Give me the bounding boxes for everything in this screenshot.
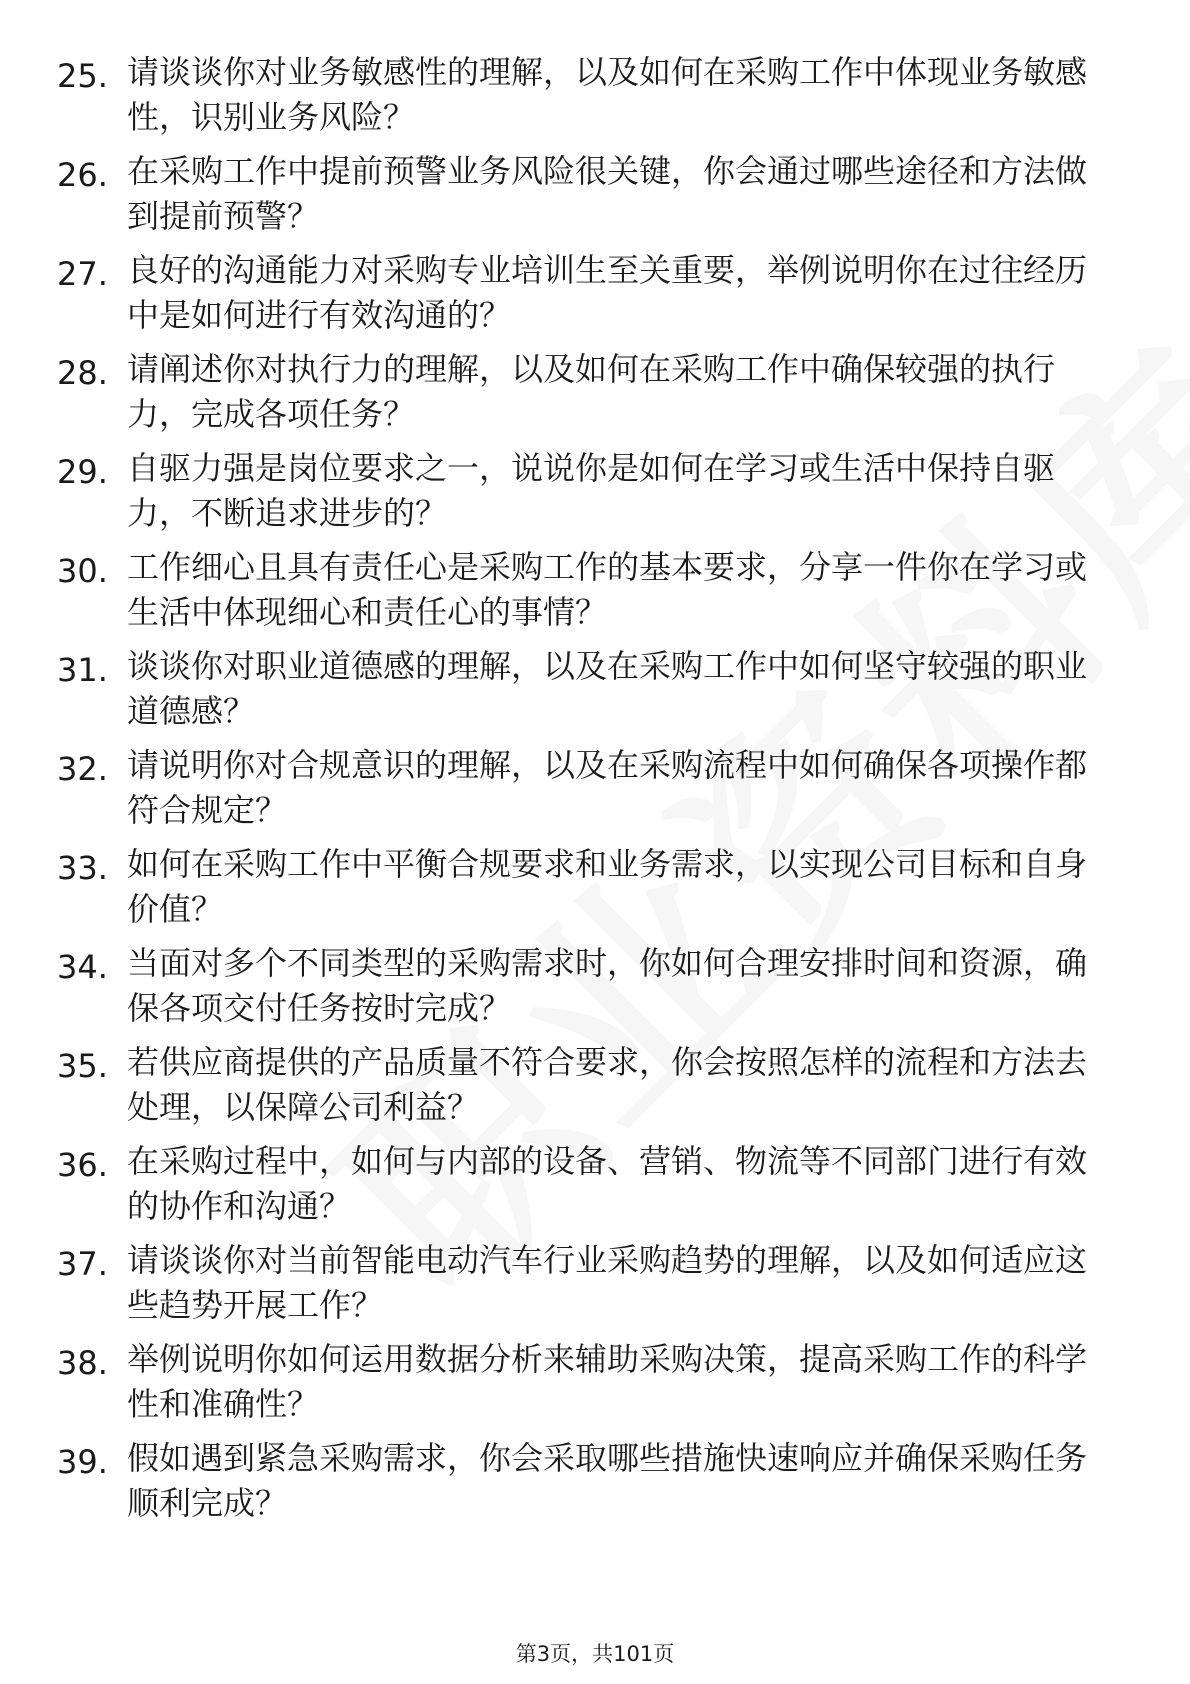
question-number: 28. xyxy=(57,354,108,392)
question-item xyxy=(0,1337,1190,1436)
question-text: 良好的沟通能力对采购专业培训生至关重要，举例说明你在过往经历中是如何进行有效沟通的？ xyxy=(127,251,1088,334)
question-number: 30. xyxy=(57,552,108,590)
question-number: 31. xyxy=(57,651,108,689)
question-item xyxy=(0,1040,1190,1139)
question-text: 如何在采购工作中平衡合规要求和业务需求，以实现公司目标和自身价值？ xyxy=(127,845,1088,928)
question-item xyxy=(0,941,1190,1040)
question-text: 谈谈你对职业道德感的理解，以及在采购工作中如何坚守较强的职业道德感？ xyxy=(127,647,1088,730)
question-item xyxy=(0,545,1190,644)
question-text: 在采购工作中提前预警业务风险很关键，你会通过哪些途径和方法做到提前预警？ xyxy=(127,152,1088,235)
question-text: 请谈谈你对当前智能电动汽车行业采购趋势的理解，以及如何适应这些趋势开展工作？ xyxy=(127,1241,1088,1324)
question-item xyxy=(0,248,1190,347)
question-item xyxy=(0,446,1190,545)
question-number: 32. xyxy=(57,750,108,788)
question-text: 假如遇到紧急采购需求，你会采取哪些措施快速响应并确保采购任务顺利完成？ xyxy=(127,1439,1088,1522)
question-number: 39. xyxy=(57,1443,108,1481)
question-item xyxy=(0,50,1190,149)
question-number: 33. xyxy=(57,849,108,887)
question-item xyxy=(0,644,1190,743)
question-number: 34. xyxy=(57,948,108,986)
question-item xyxy=(0,743,1190,842)
question-text: 当面对多个不同类型的采购需求时，你如何合理安排时间和资源，确保各项交付任务按时完成？ xyxy=(127,944,1088,1027)
question-item xyxy=(0,1139,1190,1238)
question-number: 27. xyxy=(57,255,108,293)
question-text: 请阐述你对执行力的理解，以及如何在采购工作中确保较强的执行力，完成各项任务？ xyxy=(127,350,1056,433)
question-number: 37. xyxy=(57,1245,108,1283)
question-list xyxy=(0,50,1190,1535)
question-item xyxy=(0,842,1190,941)
question-text: 请谈谈你对业务敏感性的理解，以及如何在采购工作中体现业务敏感性，识别业务风险？ xyxy=(127,53,1088,136)
question-item xyxy=(0,1238,1190,1337)
question-number: 29. xyxy=(57,453,108,491)
question-number: 38. xyxy=(57,1344,108,1382)
question-text: 举例说明你如何运用数据分析来辅助采购决策，提高采购工作的科学性和准确性？ xyxy=(127,1340,1088,1423)
question-number: 26. xyxy=(57,156,108,194)
question-number: 25. xyxy=(57,57,108,95)
question-item xyxy=(0,347,1190,446)
question-text: 若供应商提供的产品质量不符合要求，你会按照怎样的流程和方法去处理，以保障公司利益？ xyxy=(127,1043,1088,1126)
question-item xyxy=(0,149,1190,248)
question-text: 工作细心且具有责任心是采购工作的基本要求，分享一件你在学习或生活中体现细心和责任心的事情？ xyxy=(127,548,1088,631)
question-number: 36. xyxy=(57,1146,108,1184)
question-text: 在采购过程中，如何与内部的设备、营销、物流等不同部门进行有效的协作和沟通？ xyxy=(127,1142,1088,1225)
question-text: 自驱力强是岗位要求之一，说说你是如何在学习或生活中保持自驱力，不断追求进步的？ xyxy=(127,449,1056,532)
question-number: 35. xyxy=(57,1047,108,1085)
question-text: 请说明你对合规意识的理解，以及在采购流程中如何确保各项操作都符合规定？ xyxy=(127,746,1088,829)
page-footer: 第3页，共101页 xyxy=(515,1642,675,1666)
question-item xyxy=(0,1436,1190,1535)
